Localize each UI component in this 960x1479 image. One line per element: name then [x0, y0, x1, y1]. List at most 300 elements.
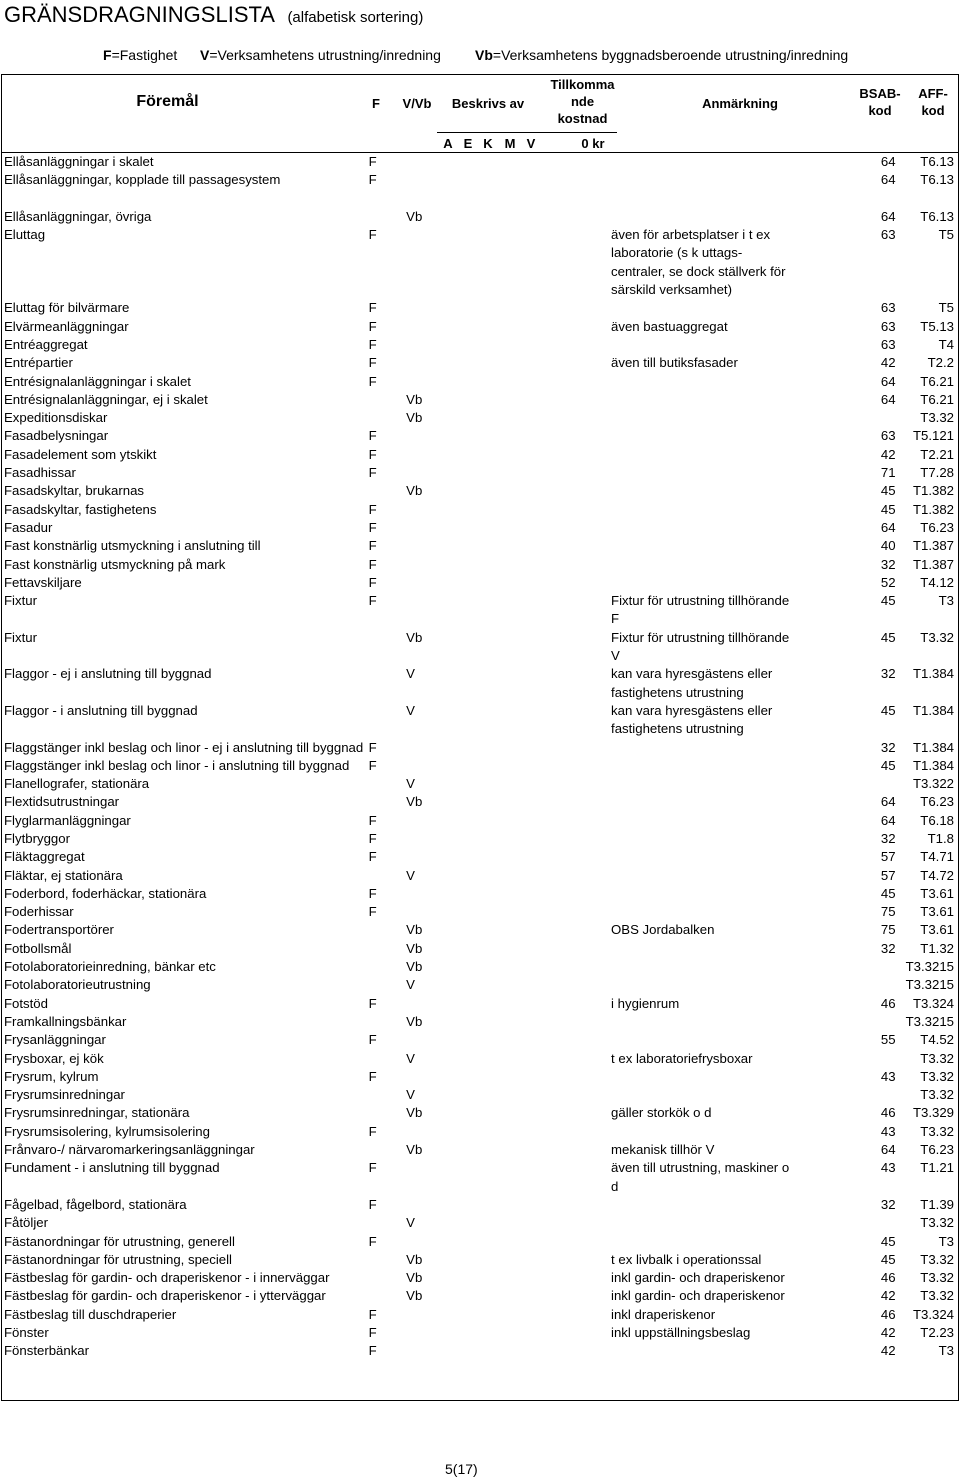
table-row [0, 793, 960, 811]
f-marker: F [368, 1306, 377, 1322]
object-name: Ellåsanläggningar, kopplade till passagesystem [4, 172, 281, 188]
table-row [0, 1342, 960, 1360]
bsab-code: 64 [880, 172, 896, 188]
bsab-code: 45 [880, 629, 896, 645]
v-marker [404, 1159, 611, 1196]
object-name: Entrésignalanläggningar i skalet [4, 373, 191, 389]
aff-code: T3 [938, 1343, 954, 1359]
f-marker [365, 775, 405, 793]
v-marker [404, 812, 611, 830]
f-marker [365, 629, 405, 666]
bsab-code: 45 [880, 702, 896, 718]
object-name: Fodertransportörer [4, 922, 114, 938]
f-marker: F [368, 519, 377, 535]
f-marker: F [368, 318, 377, 334]
aff-code: T2.23 [920, 1325, 954, 1340]
table-row [0, 1287, 960, 1305]
table-row [0, 1123, 960, 1141]
remark-text [611, 1214, 852, 1232]
v-marker [404, 739, 611, 757]
aff-code: T3.32 [920, 1050, 954, 1066]
table-row [0, 921, 960, 939]
aff-code: T3.32 [920, 1288, 954, 1304]
remark-text [611, 519, 852, 537]
table-row [0, 519, 960, 537]
table-row [0, 409, 960, 427]
object-name: Fästanordningar för utrustning, speciell [4, 1251, 232, 1267]
aff-code: T3.32 [920, 1251, 954, 1267]
table-row [0, 171, 960, 189]
f-marker: F [368, 1196, 377, 1212]
remark-text: även till utrustning, maskiner o d [611, 1160, 790, 1194]
f-marker: F [368, 739, 377, 755]
object-name: Fast konstnärlig utsmyckning på mark [4, 556, 226, 572]
f-marker: F [368, 1032, 377, 1048]
remark-text [611, 885, 852, 903]
f-marker: F [368, 336, 377, 352]
object-name: Fixtur [4, 593, 37, 609]
bsab-code: 46 [880, 1270, 896, 1286]
object-name: Frysrumsinredningar, stationära [4, 1105, 190, 1121]
table-row [0, 903, 960, 921]
subtitle-text: (alfabetisk sortering) [287, 9, 424, 26]
v-marker [404, 1342, 611, 1360]
v-marker: V [406, 702, 415, 718]
bsab-code: 64 [880, 519, 896, 535]
object-name: Fasadbelysningar [4, 428, 109, 444]
bsab-code [852, 1086, 902, 1104]
object-name: Fästanordningar för utrustning, generell [4, 1233, 235, 1249]
f-marker [365, 1141, 405, 1159]
legend-text: =Fastighet [111, 47, 178, 63]
added-cost-line1: Tillkomma [550, 77, 615, 92]
remark-text: t ex livbalk i operationssal [611, 1251, 762, 1267]
remark-text: inkl gardin- och draperiskenor [611, 1288, 785, 1304]
aff-code: T3.61 [920, 922, 954, 938]
v-marker: Vb [406, 1013, 423, 1029]
aff-code: T5 [938, 227, 954, 243]
object-name: Flaggor - ej i anslutning till byggnad [4, 666, 212, 682]
v-marker [404, 1233, 611, 1251]
remark-text: gäller storkök o d [611, 1105, 712, 1121]
remark-text: även till butiksfasader [611, 355, 738, 371]
v-marker: V [406, 1050, 415, 1066]
aff-code: T1.39 [920, 1196, 954, 1212]
bsab-code: 46 [880, 1306, 896, 1322]
v-marker [404, 1031, 611, 1049]
added-cost-line3: kostnad [557, 111, 608, 126]
table-row [0, 885, 960, 903]
bsab-code: 63 [880, 336, 896, 352]
remark-text [611, 501, 852, 519]
bsab-code: 45 [880, 757, 896, 773]
remark-text [611, 1068, 852, 1086]
remark-text [611, 1233, 852, 1251]
bsab-code: 45 [880, 593, 896, 609]
remark-text: i hygienrum [611, 995, 680, 1011]
aff-code: T7.28 [920, 465, 954, 481]
aff-code: T1.384 [912, 666, 954, 682]
added-cost-value: 0 kr [581, 136, 605, 151]
table-row [0, 208, 960, 226]
aff-code: T5.121 [912, 428, 954, 444]
col-header-added-cost [545, 76, 620, 127]
remark-text [611, 903, 852, 921]
table-row [0, 629, 960, 666]
f-marker: F [368, 1160, 377, 1176]
bsab-code: 45 [880, 483, 896, 499]
object-name: Fotolaboratorieinredning, bänkar etc [4, 959, 216, 975]
object-name: Eluttag för bilvärmare [4, 300, 130, 316]
remark-text [611, 775, 852, 793]
v-marker: Vb [406, 940, 423, 956]
col-header-f: F [372, 96, 380, 111]
table-row [0, 464, 960, 482]
object-name: Frysboxar, ej kök [4, 1050, 104, 1066]
aff-line1: AFF- [918, 86, 948, 101]
aff-code: T3.32 [920, 629, 954, 645]
f-marker [365, 409, 405, 427]
f-marker: F [368, 154, 377, 169]
aff-code: T1.384 [912, 739, 954, 755]
remark-text [611, 1031, 852, 1049]
legend-v [200, 47, 441, 63]
object-name: Fotstöd [4, 995, 48, 1011]
aff-code: T6.21 [920, 373, 954, 389]
f-marker [365, 208, 405, 226]
remark-text: kan vara hyresgästens eller fastighetens utrustning [611, 666, 773, 700]
aff-code: T4.12 [920, 574, 954, 590]
col-header-vvb: V/Vb [402, 96, 432, 111]
bsab-line2: kod [868, 103, 892, 118]
f-marker: F [368, 300, 377, 316]
v-marker [404, 446, 611, 464]
remark-text [611, 171, 852, 189]
table-row [0, 153, 960, 171]
aff-code: T3.329 [912, 1105, 954, 1121]
object-name: Fästbeslag för gardin- och draperiskenor - i ytterväggar [4, 1288, 326, 1304]
page-number: 5(17) [445, 1461, 478, 1477]
remark-text [611, 556, 852, 574]
aff-line2: kod [921, 103, 945, 118]
bsab-code: 32 [880, 1196, 896, 1212]
object-name: Flaggstänger inkl beslag och linor - i anslutning till byggnad [4, 757, 350, 773]
legend-text: =Verksamhetens utrustning/inredning [209, 47, 441, 63]
table-row [0, 940, 960, 958]
legend-code: V [200, 47, 210, 63]
object-name: Frånvaro-/ närvaromarkeringsanläggningar [4, 1142, 255, 1158]
bsab-code: 63 [880, 318, 896, 334]
v-marker: Vb [406, 629, 423, 645]
remark-text: kan vara hyresgästens eller fastighetens utrustning [611, 702, 773, 737]
aff-code: T3 [938, 1233, 954, 1249]
table-row [0, 976, 960, 994]
aff-code: T3.3215 [905, 1013, 954, 1029]
table-bottom-border [1, 1400, 959, 1401]
v-marker [404, 592, 611, 629]
aff-code: T3.324 [912, 995, 954, 1011]
table-row [0, 427, 960, 445]
table-row [0, 702, 960, 739]
describe-divider [437, 132, 617, 133]
bsab-code: 46 [880, 995, 896, 1011]
aff-code: T6.13 [920, 208, 954, 224]
aff-code: T2.21 [920, 446, 954, 462]
remark-text [611, 793, 852, 811]
f-marker: F [368, 1123, 377, 1139]
aff-code: T3 [938, 593, 954, 609]
object-name: Fästbeslag för gardin- och draperiskenor - i innerväggar [4, 1270, 330, 1286]
object-name: Fettavskiljare [4, 574, 82, 590]
object-name: Fåtöljer [4, 1215, 48, 1231]
table-row [0, 1013, 960, 1031]
f-marker: F [368, 812, 377, 828]
f-marker [365, 793, 405, 811]
bsab-code: 64 [880, 373, 896, 389]
table-row [0, 665, 960, 702]
f-marker: F [368, 885, 377, 901]
bsab-code [852, 958, 902, 976]
table-row [0, 482, 960, 500]
f-marker [365, 1050, 405, 1068]
remark-text [611, 373, 852, 391]
table-row [0, 537, 960, 555]
v-marker [404, 1324, 611, 1342]
v-marker [404, 537, 611, 555]
v-marker [404, 903, 611, 921]
legend-code: F [103, 47, 112, 63]
table-row [0, 1233, 960, 1251]
v-marker [404, 885, 611, 903]
v-marker [404, 171, 611, 189]
bsab-code: 63 [880, 300, 896, 316]
aff-code: T3.3215 [905, 959, 954, 975]
table-row [0, 1324, 960, 1342]
table-row [0, 958, 960, 976]
object-name: Frysrumsisolering, kylrumsisolering [4, 1123, 210, 1139]
object-name: Foderbord, foderhäckar, stationära [4, 885, 207, 901]
object-name: Flyglarmanläggningar [4, 812, 131, 828]
bsab-code: 55 [880, 1032, 896, 1048]
document-title [4, 2, 423, 28]
remark-text: Fixtur för utrustning tillhörande V [611, 629, 790, 664]
col-header-aff [908, 85, 958, 119]
table-row [0, 1031, 960, 1049]
object-name: Flytbryggor [4, 830, 70, 846]
bsab-code: 42 [880, 1343, 896, 1359]
object-name: Fotolaboratorieutrustning [4, 977, 151, 993]
bsab-code: 32 [880, 940, 896, 956]
remark-text [611, 1013, 852, 1031]
bsab-code: 63 [880, 428, 896, 444]
legend-f [103, 47, 177, 63]
v-marker [404, 336, 611, 354]
table-row [0, 757, 960, 775]
f-marker: F [368, 538, 377, 554]
f-marker: F [368, 593, 377, 609]
aff-code: T6.18 [920, 812, 954, 828]
bsab-code [852, 1214, 902, 1232]
bsab-code: 42 [880, 1288, 896, 1304]
f-marker: F [368, 556, 377, 572]
table-row [0, 1104, 960, 1122]
v-marker [404, 1306, 611, 1324]
bsab-code: 64 [880, 812, 896, 828]
object-name: Entréaggregat [4, 336, 88, 352]
table-row [0, 775, 960, 793]
v-marker: Vb [406, 410, 423, 426]
aff-code: T6.23 [920, 519, 954, 535]
f-marker: F [368, 849, 377, 865]
bsab-code: 42 [880, 355, 896, 371]
legend-vb [475, 47, 848, 63]
remark-text [611, 574, 852, 592]
table-row [0, 556, 960, 574]
legend-code: Vb [475, 47, 493, 63]
f-marker [365, 1013, 405, 1031]
bsab-code: 57 [880, 849, 896, 865]
v-marker: Vb [406, 1105, 423, 1121]
f-marker [365, 867, 405, 885]
bsab-code: 32 [880, 666, 896, 682]
v-marker [404, 427, 611, 445]
describe-letter-e: E [463, 136, 473, 151]
object-name: Fläktar, ej stationära [4, 867, 123, 883]
aff-code: T4 [938, 336, 954, 352]
v-marker [404, 995, 611, 1013]
remark-text [611, 1123, 852, 1141]
f-marker: F [368, 172, 377, 188]
f-marker: F [368, 830, 377, 846]
object-name: Flaggstänger inkl beslag och linor - ej i anslutning till byggnad [4, 739, 364, 755]
table-row [0, 373, 960, 391]
aff-code: T6.21 [920, 391, 954, 407]
aff-code: T6.23 [920, 1142, 954, 1158]
remark-text [611, 1342, 852, 1360]
table-row [0, 592, 960, 629]
f-marker [365, 391, 405, 409]
f-marker: F [368, 995, 377, 1011]
f-marker [365, 702, 405, 739]
v-marker [404, 757, 611, 775]
v-marker: V [406, 1087, 415, 1103]
aff-code: T3.61 [920, 904, 954, 920]
table-row [0, 574, 960, 592]
object-name: Fotbollsmål [4, 940, 72, 956]
aff-code: T1.21 [920, 1160, 954, 1176]
bsab-code: 63 [880, 227, 896, 243]
aff-code: T5 [938, 300, 954, 316]
object-name: Frysrum, kylrum [4, 1068, 99, 1084]
bsab-code [852, 976, 902, 994]
bsab-code: 45 [880, 1251, 896, 1267]
f-marker: F [368, 904, 377, 920]
aff-code: T4.72 [920, 867, 954, 883]
v-marker [404, 299, 611, 317]
bsab-code: 43 [880, 1068, 896, 1084]
remark-text [611, 1196, 852, 1214]
v-marker: Vb [406, 391, 423, 407]
f-marker: F [368, 446, 377, 462]
v-marker: Vb [406, 1251, 423, 1267]
table-row [0, 848, 960, 866]
aff-code: T3.32 [920, 410, 954, 426]
aff-code: T4.52 [920, 1032, 954, 1048]
table-row [0, 336, 960, 354]
aff-code: T3.3215 [905, 977, 954, 993]
remark-text [611, 958, 852, 976]
object-table [0, 153, 960, 1361]
v-marker [404, 226, 611, 299]
object-name: Fasadelement som ytskikt [4, 446, 157, 462]
remark-text: inkl gardin- och draperiskenor [611, 1270, 785, 1286]
object-name: Fundament - i anslutning till byggnad [4, 1160, 220, 1176]
table-row [0, 391, 960, 409]
col-header-described-by: Beskrivs av [451, 96, 525, 111]
bsab-code: 75 [880, 904, 896, 920]
aff-code: T3.322 [912, 776, 954, 792]
bsab-code: 64 [880, 794, 896, 810]
object-name: Fasadskyltar, fastighetens [4, 501, 157, 517]
f-marker: F [368, 1068, 377, 1084]
table-row [0, 867, 960, 885]
v-marker [404, 1068, 611, 1086]
remark-text [611, 208, 852, 226]
remark-text [611, 976, 852, 994]
v-marker: Vb [406, 208, 423, 224]
v-marker: V [406, 867, 415, 883]
aff-code: T1.8 [927, 830, 954, 846]
bsab-code: 45 [880, 1233, 896, 1249]
remark-text [611, 867, 852, 885]
v-marker [404, 373, 611, 391]
remark-text: inkl uppställningsbeslag [611, 1325, 751, 1340]
v-marker: V [406, 776, 415, 792]
f-marker: F [368, 373, 377, 389]
v-marker: V [406, 666, 415, 682]
remark-text: inkl draperiskenor [611, 1306, 716, 1322]
table-row [0, 1068, 960, 1086]
object-name: Fläktaggregat [4, 849, 85, 865]
object-name: Flaggor - i anslutning till byggnad [4, 702, 198, 718]
aff-code: T1.382 [912, 501, 954, 517]
remark-text [611, 482, 852, 500]
aff-code: T1.382 [912, 483, 954, 499]
f-marker: F [368, 574, 377, 590]
table-row [0, 446, 960, 464]
f-marker: F [368, 428, 377, 444]
aff-code: T1.387 [912, 556, 954, 572]
table-row [0, 354, 960, 372]
aff-code: T6.13 [920, 154, 954, 169]
table-row [0, 318, 960, 336]
f-marker: F [368, 757, 377, 773]
v-marker [404, 354, 611, 372]
f-marker: F [368, 465, 377, 481]
col-header-remark: Anmärkning [702, 96, 778, 111]
f-marker: F [368, 227, 377, 243]
remark-text [611, 391, 852, 409]
bsab-code: 64 [880, 208, 896, 224]
object-name: Fågelbad, fågelbord, stationära [4, 1196, 187, 1212]
v-marker [404, 848, 611, 866]
remark-text [611, 446, 852, 464]
bsab-code: 43 [880, 1160, 896, 1176]
v-marker [404, 318, 611, 336]
aff-code: T4.71 [920, 849, 954, 865]
bsab-code: 43 [880, 1123, 896, 1139]
remark-text: även bastuaggregat [611, 318, 728, 334]
